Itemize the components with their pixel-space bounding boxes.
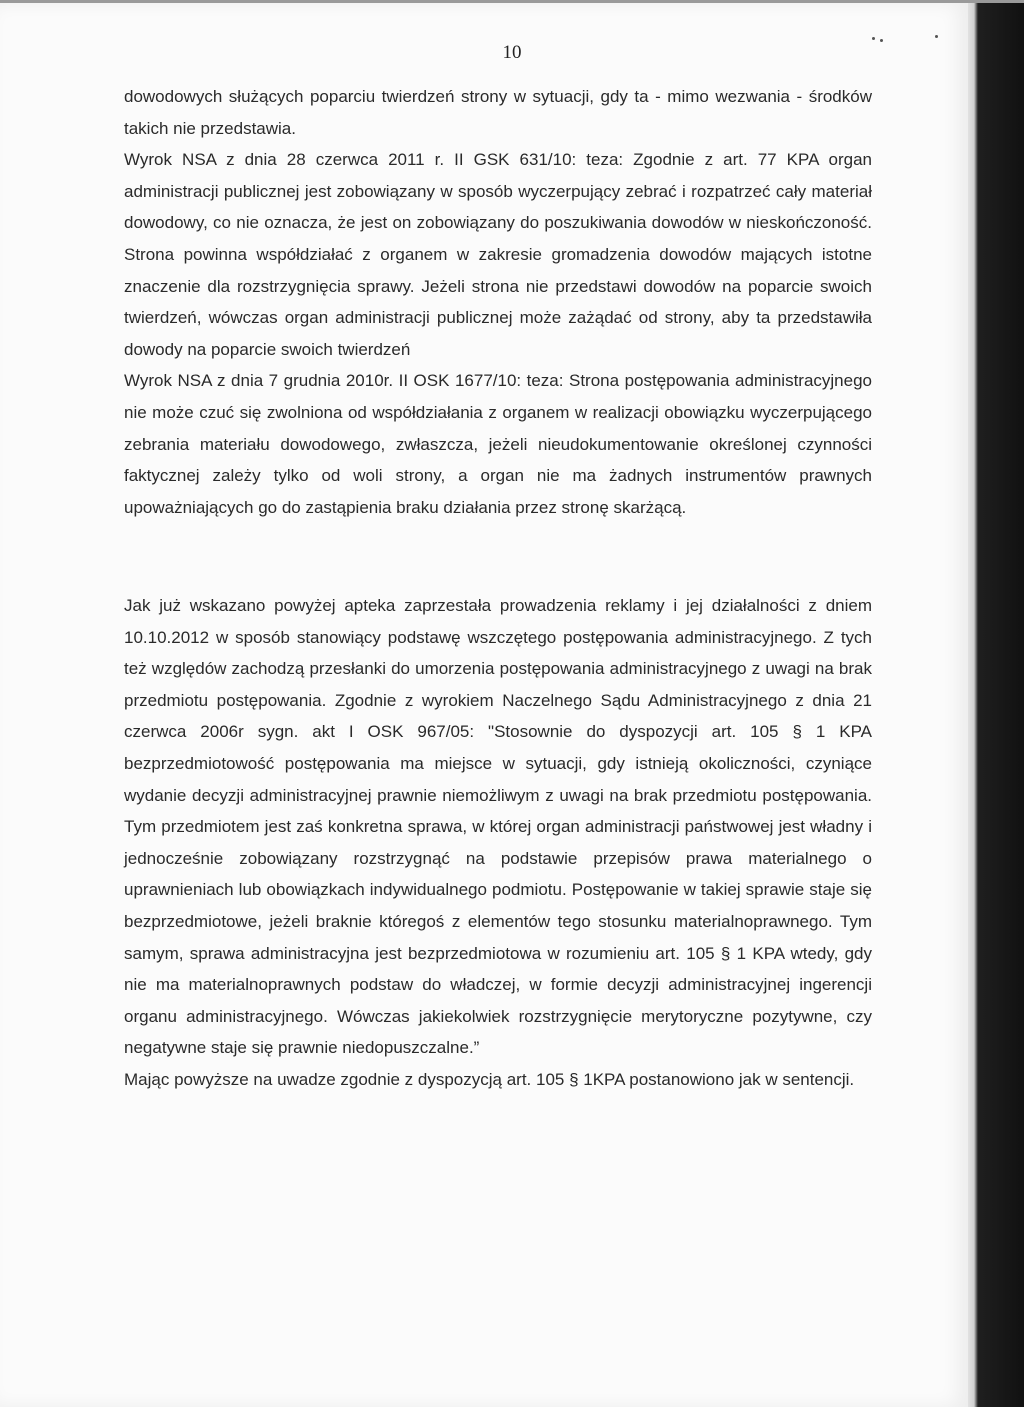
body-paragraph: Jak już wskazano powyżej apteka zaprzestała prowadzenia reklamy i jej działalności z dniem 10.10.2012 w sposób stanowiący podstawę wszczętego postępowania administracyjnego. Z tych też względów zachodzą przesłanki do umorzenia postępowania administracyjnego z uwagi na brak przedmiotu postępowania. Zgodnie z wyrokiem Naczelnego Sądu Administracyjnego z dnia 21 czerwca 2006r sygn. akt I OSK 967/05: "Stosownie do dyspozycji art. 105 § 1 KPA bezprzedmiotowość postępowania ma miejsce w sytuacji, gdy istnieją okoliczności, czyniące wydanie decyzji administracyjnej prawnie niemożliwym z uwagi na brak przedmiotu postępowania. Tym przedmiotem jest zaś konkretna sprawa, w której organ administracji państwowej jest władny i jednocześnie zobowiązany rozstrzygnąć na podstawie przepisów prawa materialnego o uprawnieniach lub obowiązkach indywidualnego podmiotu. Postępowanie w takiej sprawie staje się bezprzedmiotowe, jeżeli braknie któregoś z elementów tego stosunku materialnoprawnego. Tym samym, sprawa administracyjna jest bezprzedmiotowa w rozumieniu art. 105 § 1 KPA wtedy, gdy nie ma materialnoprawnych podstaw do władczej, w formie decyzji administracyjnej ingerencji organu administracyjnego. Wówczas jakiekolwiek rozstrzygnięcie merytoryczne pozytywne, czy negatywne staje się prawnie niedopuszczalne.” [124, 596, 872, 1058]
page-number: 10 [502, 42, 522, 63]
scan-dark-edge [968, 3, 1024, 1407]
scan-speck [872, 37, 875, 40]
body-section-1 [124, 81, 872, 523]
body-paragraph: Wyrok NSA z dnia 7 grudnia 2010r. II OSK 1677/10: teza: Strona postępowania administracyjnego nie może czuć się zwolniona od współdziałania z organem w realizacji obowiązku wyczerpującego zebrania materiału dowodowego, zwłaszcza, jeżeli nieudokumentowanie określonej czynności faktycznej zależy tylko od woli strony, a organ nie ma żadnych instrumentów prawnych upoważniających go do zastąpienia braku działania przez stronę skarżącą. [124, 371, 872, 517]
body-paragraph: Wyrok NSA z dnia 28 czerwca 2011 r. II GSK 631/10: teza: Zgodnie z art. 77 KPA organ administracji publicznej jest zobowiązany w sposób wyczerpujący zebrać i rozpatrzeć cały materiał dowodowy, co nie oznacza, że jest on zobowiązany do poszukiwania dowodów w nieskończoność. Strona powinna współdziałać z organem w zakresie gromadzenia dowodów mających istotne znaczenie dla rozstrzygnięcia sprawy. Jeżeli strona nie przedstawi dowodów na poparcie swoich twierdzeń, wówczas organ administracji publicznej może zażądać od strony, aby ta przedstawiła dowody na poparcie swoich twierdzeń [124, 150, 872, 359]
scan-speck [935, 35, 938, 38]
body-section-2 [124, 590, 872, 1096]
body-paragraph: Mając powyższe na uwadze zgodnie z dyspozycją art. 105 § 1KPA postanowiono jak w sentencji. [124, 1069, 855, 1089]
body-paragraph: dowodowych służących poparciu twierdzeń strony w sytuacji, gdy ta - mimo wezwania - środków takich nie przedstawia. [124, 87, 872, 138]
